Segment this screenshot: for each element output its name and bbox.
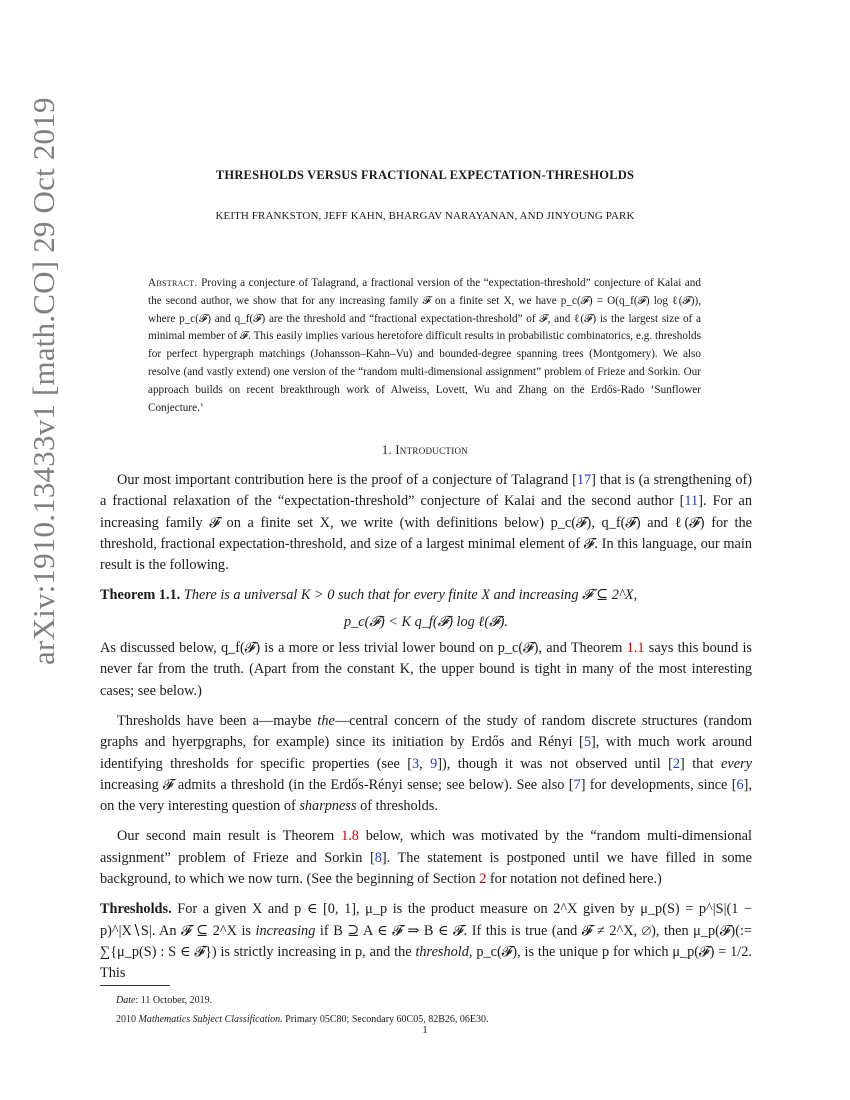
citation-link[interactable]: 2 bbox=[672, 755, 681, 772]
section-title: Introduction bbox=[395, 443, 469, 457]
paragraph-4: Our second main result is Theorem 1.8 below, which was motivated by the “random multi-dimensional assignment” problem of Frieze and Sorkin [8]. The statement is postponed until we have filled in some background, to which we now turn. (See the beginning of Section 2 for notation not defined here.) bbox=[100, 828, 752, 888]
theorem-label: Theorem 1.1. bbox=[100, 587, 181, 604]
paragraph-2: As discussed below, q_f(𝓕) is a more or less trivial lower bound on p_c(𝓕), and Theorem 1.1 says this bound is never far from the truth. (Apart from the constant K, the upper bound is tight in many of the most interesting cases; see below.) bbox=[100, 640, 752, 699]
citation-link[interactable]: 17 bbox=[576, 472, 592, 488]
footnote-date: Date: 11 October, 2019. bbox=[116, 995, 213, 1006]
citation-link[interactable]: 11 bbox=[684, 493, 699, 510]
theorem-ref-link[interactable]: 1.8 bbox=[341, 828, 359, 845]
theorem-1-1 bbox=[100, 585, 752, 606]
section-ref-link[interactable]: 2 bbox=[479, 871, 487, 888]
paragraph-thresholds: Thresholds. For a given X and p ∈ [0, 1], μ_p is the product measure on 2^X given by μ_p(S) = p^|S|(1 − p)^|X∖S|. An 𝓕 ⊆ 2^X is increasing if B ⊇ A ∈ 𝓕 ⇒ B ∈ 𝓕. If this is true (and 𝓕 ≠ 2^X, ∅), then μ_p(𝓕)(:= ∑{μ_p(S) : S ∈ 𝓕}) is strictly increasing in p, and the threshold, p_c(𝓕), is the unique p for which μ_p(𝓕) = 1/2. This bbox=[100, 901, 752, 982]
citation-link[interactable]: 8 bbox=[374, 849, 382, 866]
arxiv-identifier: arXiv:1910.13433v1 [math.CO] 29 Oct 2019 bbox=[26, 97, 61, 665]
section-number: 1. bbox=[381, 443, 392, 457]
citation-link[interactable]: 5 bbox=[583, 734, 591, 751]
theorem-text: There is a universal K > 0 such that for every finite X and increasing 𝓕 ⊆ 2^X, bbox=[183, 587, 638, 604]
theorem-formula: p_c(𝓕) < K q_f(𝓕) log ℓ(𝓕). bbox=[344, 613, 508, 630]
citation-link[interactable]: 9 bbox=[430, 755, 438, 772]
footnote-msc: 2010 Mathematics Subject Classification. Primary 05C80; Secondary 60C05, 82B26, 06E30. bbox=[116, 1014, 489, 1025]
paper-title: THRESHOLDS VERSUS FRACTIONAL EXPECTATION-THRESHOLDS bbox=[215, 168, 635, 182]
page-number: 1 bbox=[422, 1025, 428, 1036]
theorem-ref-link[interactable]: 1.1 bbox=[626, 640, 645, 657]
abstract bbox=[148, 275, 701, 417]
paragraph-3: Thresholds have been a—maybe the—central concern of the study of random discrete structures (random graphs and hyerpgraphs, for example) since its initiation by Erdős and Rényi [5], with much work around identifying thresholds for specific properties (see [3, 9]), though it was not observed until [2] that every increasing 𝓕 admits a threshold (in the Erdős-Rényi sense; see below). See also [7] for developments, since [6], on the very interesting question of sharpness of thresholds. bbox=[100, 712, 752, 815]
main-body bbox=[100, 470, 752, 985]
footnotes bbox=[116, 991, 756, 1029]
citation-link[interactable]: 7 bbox=[573, 776, 581, 793]
abstract-text: Proving a conjecture of Talagrand, a fractional version of the “expectation-threshold” conjecture of Kalai and the second author, we show that for any increasing family 𝓕 on a finite set X, we have p_c(𝓕) = O(q_f(𝓕) log ℓ(𝓕)), where p_c(𝓕) and q_f(𝓕) are the threshold and “fractional expectation-threshold” of 𝓕, and ℓ(𝓕) is the largest size of a minimal member of 𝓕. This easily implies various heretofore difficult results in probabilistic combinatorics, e.g. thresholds for perfect hypergraph matchings (Johansson–Kahn–Vu) and bounded-degree spanning trees (Montgomery). We also resolve (and vastly extend) one version of the “random multi-dimensional assignment” problem of Frieze and Sorkin. Our approach builds on recent breakthrough work of Alweiss, Lovett, Wu and Zhang on the Erdős-Rado ‘Sunflower Conjecture.’ bbox=[148, 277, 701, 414]
paper-authors: KEITH FRANKSTON, JEFF KAHN, BHARGAV NARAYANAN, AND JINYOUNG PARK bbox=[215, 210, 635, 222]
citation-link[interactable]: 3 bbox=[411, 755, 420, 772]
section-heading bbox=[0, 443, 850, 458]
footnote-rule bbox=[100, 985, 170, 986]
citation-link[interactable]: 6 bbox=[736, 776, 744, 793]
thresholds-heading: Thresholds. bbox=[100, 901, 172, 918]
abstract-label: Abstract. bbox=[148, 277, 198, 289]
paragraph-1: Our most important contribution here is the proof of a conjecture of Talagrand [17] that is (a strengthening of) a fractional relaxation of the “expectation-threshold” conjecture of Kalai and the second author [11]. For an increasing family 𝓕 on a finite set X, we write (with definitions below) p_c(𝓕), q_f(𝓕) and ℓ(𝓕) for the threshold, fractional expectation-threshold, and size of a largest minimal element of 𝓕. In this language, our main result is the following. bbox=[100, 472, 753, 574]
